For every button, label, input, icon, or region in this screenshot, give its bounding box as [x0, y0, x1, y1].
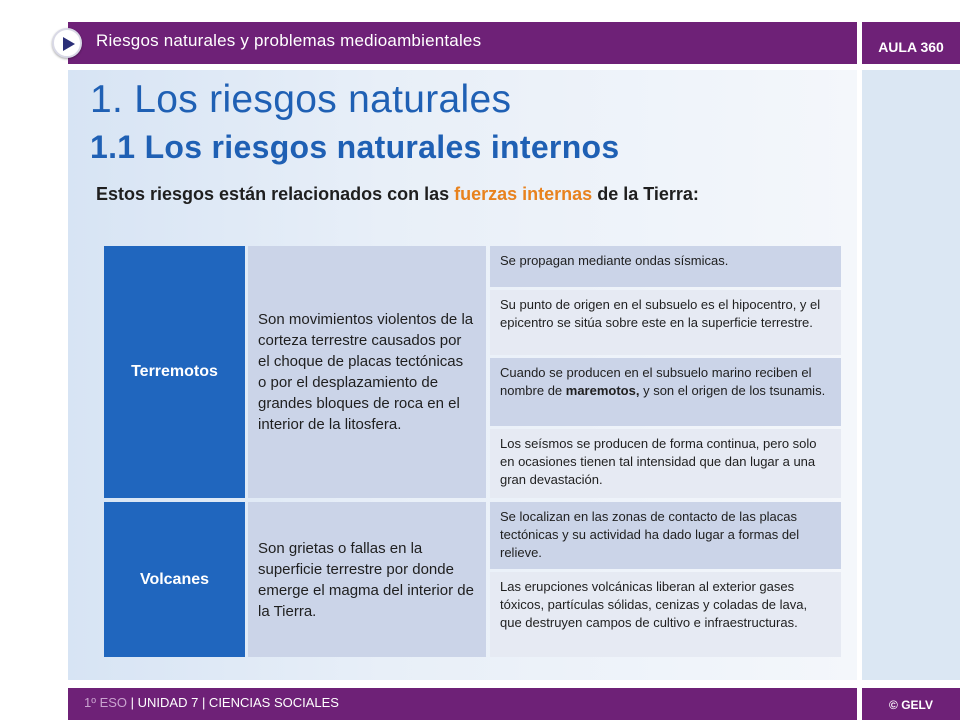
fact-text: Se localizan en las zonas de contacto de las placas tectónicas y su actividad ha dado lugar a formas del relieve. [500, 509, 800, 560]
description-volcanes [248, 502, 486, 657]
footer-separator: | [127, 695, 138, 710]
fact-text-before: Cuando se producen en el subsuelo marino reciben el nombre de [500, 365, 812, 398]
intro-before: Estos riesgos están relacionados con las [96, 184, 455, 204]
description-text: Son movimientos violentos de la corteza terrestre causados por el choque de placas tectónicas o por el desplazamiento de grandes bloques de roca en el interior de la litosfera. [258, 311, 474, 433]
description-text: Son grietas o fallas en la superficie terrestre por donde emerge el magma del interior de la Tierra. [258, 539, 474, 620]
fact-terremotos-2 [490, 290, 841, 355]
left-margin [0, 70, 62, 680]
brand-logo: AULA 360 [862, 22, 960, 64]
category-label: Volcanes [139, 570, 210, 588]
play-triangle-icon [62, 36, 76, 52]
fact-terremotos-1 [490, 246, 841, 287]
footer-course: 1º ESO [84, 695, 128, 710]
intro-after: de la Tierra: [592, 184, 699, 204]
intro-highlight: fuerzas internas [454, 184, 593, 204]
fact-terremotos-3 [490, 358, 841, 426]
category-volcanes [104, 502, 245, 657]
fact-text-bold: maremotos, [565, 383, 640, 398]
copyright: © GELV [862, 688, 960, 720]
fact-text: Se propagan mediante ondas sísmicas. [500, 253, 729, 268]
fact-volcanes-1 [490, 502, 841, 569]
fact-terremotos-4 [490, 429, 841, 498]
fact-text: Las erupciones volcánicas liberan al exterior gases tóxicos, partículas sólidas, cenizas y coladas de lava, que destruyen campos de cultivo e infraestructuras. [500, 579, 808, 630]
play-icon[interactable] [52, 28, 82, 58]
fact-text: Los seísmos se producen de forma continua, pero solo en ocasiones tienen tal intensidad que dan lugar a una gran devastación. [500, 436, 817, 487]
category-label: Terremotos [131, 363, 218, 380]
footer-text [84, 695, 339, 710]
footer-unit: UNIDAD 7 | CIENCIAS SOCIALES [137, 695, 339, 710]
description-terremotos [248, 246, 486, 498]
fact-text-after: y son el origen de los tsunamis. [639, 383, 826, 398]
page-subtitle: 1.1 Los riesgos naturales internos [90, 129, 620, 165]
section-title: Riesgos naturales y problemas medioambientales [96, 31, 482, 50]
page-title: 1. Los riesgos naturales [90, 78, 512, 121]
fact-text: Su punto de origen en el subsuelo es el hipocentro, y el epicentro se sitúa sobre este en la superficie terrestre. [500, 297, 821, 330]
right-panel [862, 70, 960, 680]
intro-text [96, 182, 816, 206]
category-terremotos [104, 246, 245, 498]
fact-volcanes-2 [490, 572, 841, 657]
